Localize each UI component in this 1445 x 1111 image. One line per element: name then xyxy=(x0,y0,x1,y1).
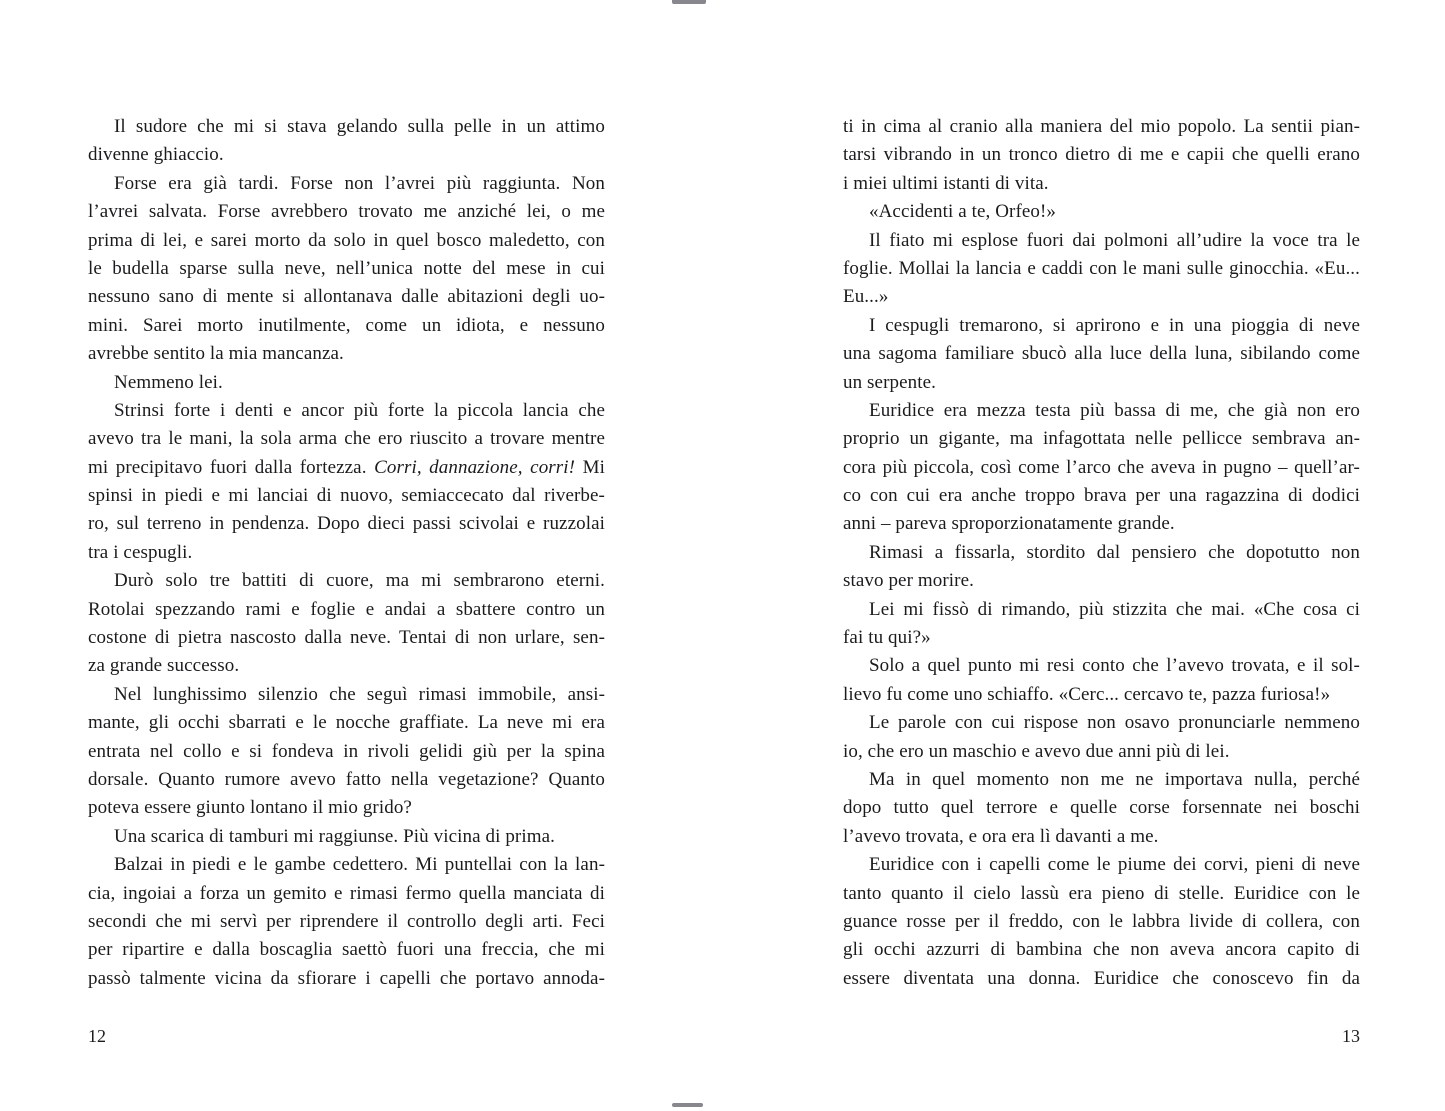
paragraph xyxy=(843,227,1360,312)
text-line: Forse era già tardi. Forse non l’avrei più raggiunta. Non xyxy=(114,172,605,194)
paragraph xyxy=(843,851,1360,993)
paragraph xyxy=(843,539,1360,596)
paragraph xyxy=(843,766,1360,851)
text-line: cia, ingoiai a forza un gemito e rimasi fermo quella manciata di xyxy=(88,882,605,904)
text-line: Euridice era mezza testa più bassa di me, che già non ero xyxy=(869,399,1360,421)
paragraph xyxy=(88,397,605,567)
text-line: I cespugli tremarono, si aprirono e in una pioggia di neve xyxy=(869,314,1360,336)
text-line: per ripartire e dalla boscaglia saettò fuori una freccia, che mi xyxy=(88,939,605,961)
paragraph xyxy=(843,709,1360,766)
text-line: fai tu qui?» xyxy=(843,627,931,649)
top-scroll-handle[interactable] xyxy=(672,0,706,4)
text-line: una sagoma familiare sbucò alla luce della luna, sibilando come xyxy=(843,343,1360,365)
text-line: gli occhi azzurri di bambina che non aveva ancora capito di xyxy=(843,939,1360,961)
text-line: guance rosse per il freddo, con le labbra livide di collera, con xyxy=(843,910,1360,932)
text-line: Nemmeno lei. xyxy=(114,371,223,393)
text-line: Il fiato mi esplose fuori dai polmoni all’udire la voce tra le xyxy=(869,229,1360,251)
text-line: tra i cespugli. xyxy=(88,541,193,563)
text-line: dorsale. Quanto rumore avevo fatto nella vegetazione? Quanto xyxy=(88,768,605,790)
text-line: Durò solo tre battiti di cuore, ma mi sembrarono eterni. xyxy=(114,570,605,592)
text-segment: mi precipitavo fuori dalla fortezza. xyxy=(88,456,375,478)
italic-text-segment: Corri, dannazione, corri! xyxy=(374,456,576,478)
text-line: foglie. Mollai la lancia e caddi con le mani sulle ginocchia. «Eu... xyxy=(843,257,1360,279)
text-line: anni – pareva sproporzionatamente grande. xyxy=(843,513,1175,535)
paragraph xyxy=(843,113,1360,198)
text-line: proprio un gigante, ma infagottata nelle pellicce sembrava an- xyxy=(843,428,1360,450)
text-line: Una scarica di tamburi mi raggiunse. Più vicina di prima. xyxy=(114,825,556,847)
text-line: le budella sparse sulla neve, nell’unica notte del mese in cui xyxy=(88,257,605,279)
text-line: Ma in quel momento non me ne importava nulla, perché xyxy=(869,768,1360,790)
text-line: avevo tra le mani, la sola arma che ero riuscito a trovare mentre xyxy=(88,428,605,450)
text-line: Le parole con cui rispose non osavo pronunciarle nemmeno xyxy=(869,712,1360,734)
paragraph xyxy=(88,170,605,369)
text-line: nessuno sano di mente si allontanava dalle abitazioni degli uo- xyxy=(88,286,605,308)
paragraph xyxy=(88,823,605,851)
text-line: cora più piccola, così come l’arco che aveva in pugno – quell’ar- xyxy=(843,456,1360,478)
text-line: entrata nel collo e si fondeva in rivoli gelidi giù per la spina xyxy=(88,740,605,762)
text-line: Solo a quel punto mi resi conto che l’avevo trovata, e il sol- xyxy=(869,655,1360,677)
text-line: passò talmente vicina da sfiorare i capelli che portavo annoda- xyxy=(88,967,605,989)
paragraph xyxy=(88,369,605,397)
page-left-text xyxy=(88,113,605,993)
text-line: un serpente. xyxy=(843,371,936,393)
text-line: prima di lei, e sarei morto da solo in quel bosco maledetto, con xyxy=(88,229,605,251)
paragraph xyxy=(843,312,1360,397)
text-line: Lei mi fissò di rimando, più stizzita che mai. «Che cosa ci xyxy=(869,598,1360,620)
text-line: ro, sul terreno in pendenza. Dopo dieci passi scivolai e ruzzolai xyxy=(88,513,605,535)
text-line: tanto quanto il cielo lassù era pieno di stelle. Euridice con le xyxy=(843,882,1360,904)
page-number-right: 13 xyxy=(1342,1026,1360,1046)
text-line: l’avrei salvata. Forse avrebbero trovato me anziché lei, o me xyxy=(88,201,605,223)
paragraph xyxy=(843,397,1360,539)
paragraph xyxy=(843,652,1360,709)
paragraph xyxy=(88,113,605,170)
text-line: essere diventata una donna. Euridice che conoscevo fin da xyxy=(843,967,1360,989)
paragraph xyxy=(88,681,605,823)
text-line: ti in cima al cranio alla maniera del mio popolo. La sentii pian- xyxy=(843,116,1360,137)
text-line: io, che ero un maschio e avevo due anni più di lei. xyxy=(843,740,1230,762)
text-line: costone di pietra nascosto dalla neve. Tentai di non urlare, sen- xyxy=(88,627,605,649)
text-line: co con cui era anche troppo brava per una ragazzina di dodici xyxy=(843,485,1360,507)
text-line: Nel lunghissimo silenzio che seguì rimasi immobile, ansi- xyxy=(114,683,605,705)
paragraph xyxy=(843,596,1360,653)
text-line: mante, gli occhi sbarrati e le nocche graffiate. La neve mi era xyxy=(88,712,605,734)
text-line: Il sudore che mi si stava gelando sulla pelle in un attimo xyxy=(114,116,605,137)
text-line: dopo tutto quel terrore e quelle corse forsennate nei boschi xyxy=(843,797,1360,819)
paragraph xyxy=(843,198,1360,226)
text-line: «Accidenti a te, Orfeo!» xyxy=(869,201,1057,223)
text-line: stavo per morire. xyxy=(843,570,974,592)
text-line: lievo fu come uno schiaffo. «Cerc... cercavo te, pazza furiosa!» xyxy=(843,683,1331,705)
text-line xyxy=(88,454,605,482)
text-line: l’avevo trovata, e ora era lì davanti a me. xyxy=(843,825,1159,847)
text-line: mini. Sarei morto inutilmente, come un idiota, e nessuno xyxy=(88,314,605,336)
text-line: tarsi vibrando in un tronco dietro di me e capii che quelli erano xyxy=(843,144,1360,166)
text-line: Balzai in piedi e le gambe cedettero. Mi puntellai con la lan- xyxy=(114,854,605,876)
text-line: Rimasi a fissarla, stordito dal pensiero che dopotutto non xyxy=(869,541,1360,563)
text-line: spinsi in piedi e mi lanciai di nuovo, semiaccecato dal riverbe- xyxy=(88,485,605,507)
text-line: divenne ghiaccio. xyxy=(88,144,224,166)
text-line: Eu...» xyxy=(843,286,889,308)
text-line: Euridice con i capelli come le piume dei corvi, pieni di neve xyxy=(869,854,1360,876)
text-line: Rotolai spezzando rami e foglie e andai a sbattere contro un xyxy=(88,598,605,620)
text-segment: Mi xyxy=(575,456,605,478)
text-line: poteva essere giunto lontano il mio grido? xyxy=(88,797,412,819)
text-line: Strinsi forte i denti e ancor più forte la piccola lancia che xyxy=(114,399,605,421)
text-line: secondi che mi servì per riprendere il controllo degli arti. Feci xyxy=(88,910,605,932)
text-line: za grande successo. xyxy=(88,655,240,677)
text-line: avrebbe sentito la mia mancanza. xyxy=(88,343,344,365)
paragraph xyxy=(88,567,605,681)
page-number-left: 12 xyxy=(88,1026,106,1046)
bottom-scroll-handle[interactable] xyxy=(672,1103,703,1107)
page-right-text xyxy=(843,113,1360,993)
text-line: i miei ultimi istanti di vita. xyxy=(843,172,1049,194)
paragraph xyxy=(88,851,605,993)
